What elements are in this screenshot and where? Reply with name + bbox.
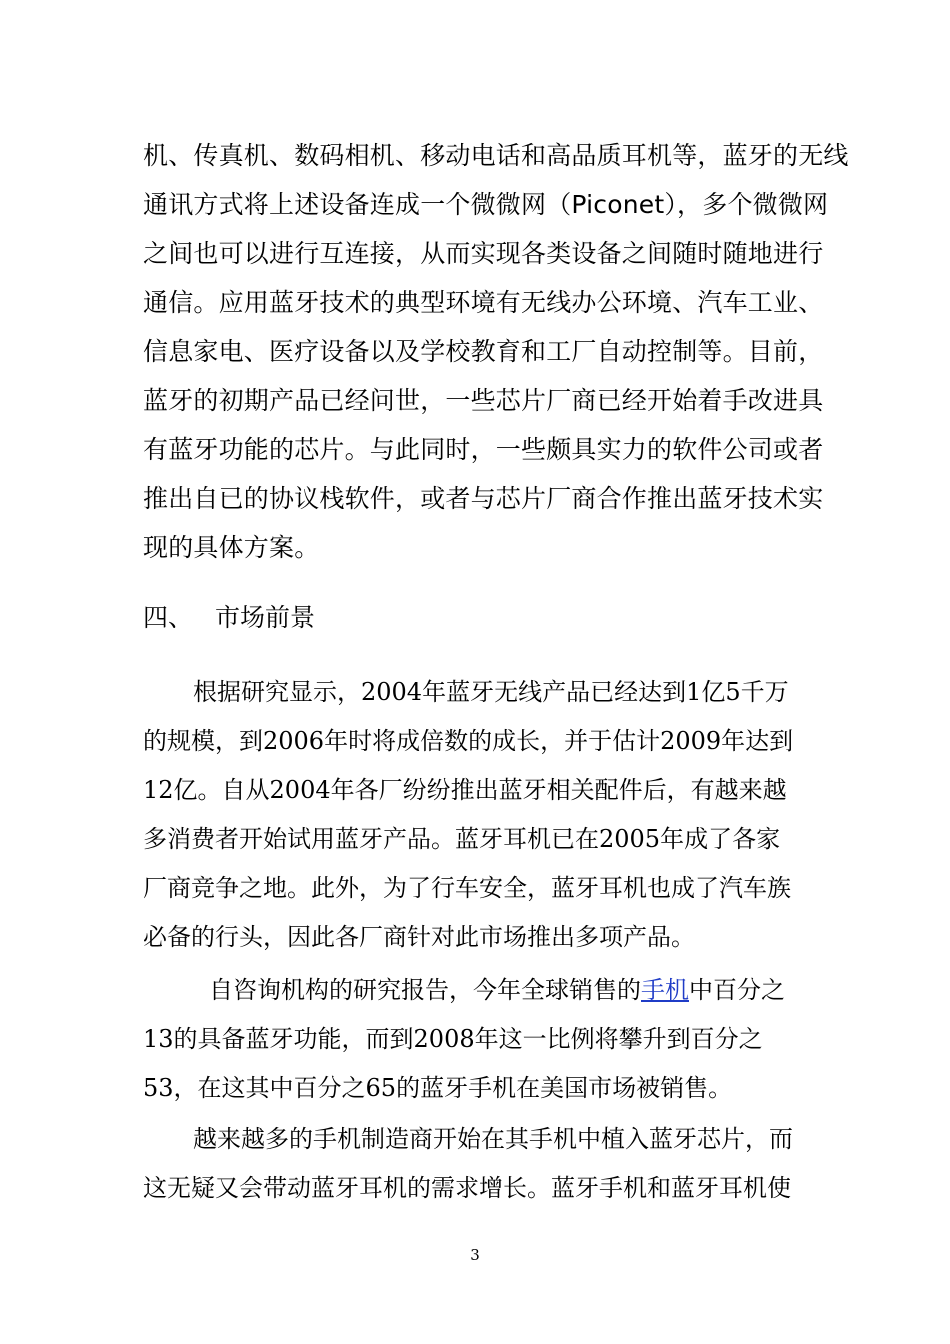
text-line: 现的具体方案。 <box>143 533 320 562</box>
intro-paragraph <box>143 131 849 572</box>
section-number: 四、 <box>143 603 194 632</box>
text-segment: 自咨询机构的研究报告，今年全球销售的 <box>209 976 641 1004</box>
phone-link[interactable]: 手机 <box>641 976 689 1004</box>
section-heading <box>143 598 315 638</box>
text-line: 越来越多的手机制造商开始在其手机中植入蓝牙芯片，而 <box>193 1125 793 1153</box>
text-line: 推出自已的协议栈软件，或者与芯片厂商合作推出蓝牙技术实 <box>143 484 824 513</box>
page-number: 3 <box>470 1246 480 1264</box>
text-line: 厂商竞争之地。此外，为了行车安全，蓝牙耳机也成了汽车族 <box>143 874 791 902</box>
text-line: 通讯方式将上述设备连成一个微微网（Piconet），多个微微网 <box>143 190 829 219</box>
text-line: 12亿。自从2004年各厂纷纷推出蓝牙相关配件后，有越来越 <box>143 776 787 804</box>
text-line: 13的具备蓝牙功能，而到2008年这一比例将攀升到百分之 <box>143 1025 763 1053</box>
text-line: 信息家电、医疗设备以及学校教育和工厂自动控制等。目前， <box>143 337 824 366</box>
text-line: 必备的行头，因此各厂商针对此市场推出多项产品。 <box>143 923 695 951</box>
text-line: 根据研究显示，2004年蓝牙无线产品已经达到1亿5千万 <box>193 678 789 706</box>
text-line: 蓝牙的初期产品已经问世，一些芯片厂商已经开始着手改进具 <box>143 386 824 415</box>
text-line: 多消费者开始试用蓝牙产品。蓝牙耳机已在2005年成了各家 <box>143 825 781 853</box>
text-line: 机、传真机、数码相机、移动电话和高品质耳机等，蓝牙的无线 <box>143 141 849 170</box>
paragraph-report <box>143 966 833 1113</box>
section-title: 市场前景 <box>215 603 316 632</box>
text-line: 这无疑又会带动蓝牙耳机的需求增长。蓝牙手机和蓝牙耳机使 <box>143 1174 791 1202</box>
paragraph-research <box>143 668 833 962</box>
text-segment: 中百分之 <box>689 976 785 1004</box>
text-line: 的规模，到2006年时将成倍数的成长，并于估计2009年达到 <box>143 727 794 755</box>
text-line: 有蓝牙功能的芯片。与此同时，一些颇具实力的软件公司或者 <box>143 435 824 464</box>
paragraph-manufacturers <box>143 1115 833 1213</box>
text-line <box>143 966 833 1015</box>
text-line: 通信。应用蓝牙技术的典型环境有无线办公环境、汽车工业、 <box>143 288 824 317</box>
text-line: 53，在这其中百分之65的蓝牙手机在美国市场被销售。 <box>143 1074 733 1102</box>
text-line: 之间也可以进行互连接，从而实现各类设备之间随时随地进行 <box>143 239 824 268</box>
